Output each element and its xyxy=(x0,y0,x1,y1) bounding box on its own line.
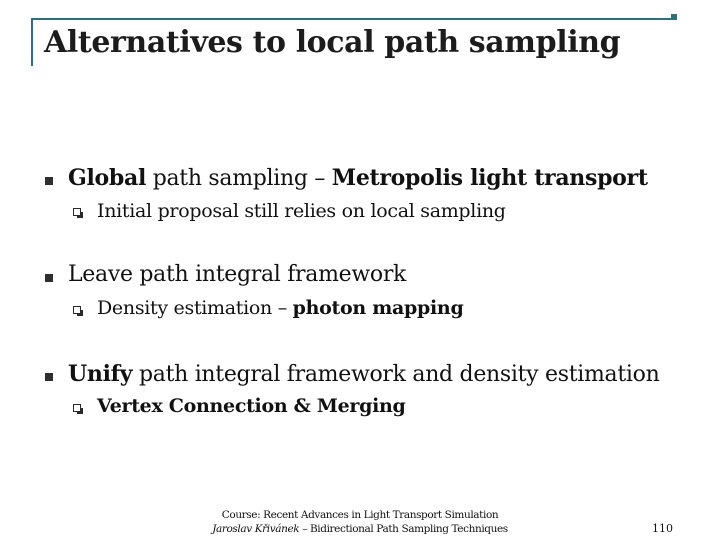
bullet-3-part-1: Unify xyxy=(68,361,133,387)
footer-lecture-title: – Bidirectional Path Sampling Techniques xyxy=(299,523,508,535)
footer-line-2 xyxy=(190,522,530,536)
bullet-2-sub-1-part-1: Density estimation – xyxy=(97,297,293,319)
bullet-3 xyxy=(68,361,659,387)
bullet-2 xyxy=(68,262,406,287)
sub-bullet-marker-icon xyxy=(73,306,81,314)
bullet-1-part-2: path sampling – xyxy=(146,166,332,191)
bullet-2-part-1: Leave path integral framework xyxy=(68,262,407,287)
bullet-marker-square-icon xyxy=(45,274,53,282)
slide-title: Alternatives to local path sampling xyxy=(44,25,621,60)
bullet-marker-square-icon xyxy=(45,177,53,185)
bullet-3-sub-1 xyxy=(97,395,405,417)
footer-course xyxy=(190,508,530,536)
frame-left-rule xyxy=(31,18,33,66)
bullet-1-part-1: Global xyxy=(68,165,147,191)
frame-top-rule xyxy=(31,18,677,20)
frame-corner-cap xyxy=(671,14,677,20)
bullet-2-sub-1-part-2: photon mapping xyxy=(292,297,464,319)
footer-line-1: Course: Recent Advances in Light Transport Simulation xyxy=(221,509,499,521)
bullet-1-part-3: Metropolis light transport xyxy=(331,165,648,191)
bullet-1-sub-1 xyxy=(97,200,506,222)
bullet-marker-square-icon xyxy=(45,373,53,381)
page-number: 110 xyxy=(652,522,673,535)
bullet-3-part-2: path integral framework and density estimation xyxy=(132,362,660,387)
bullet-1-sub-1-text: Initial proposal still relies on local sampling xyxy=(97,200,506,222)
footer-author: Jaroslav Křivánek xyxy=(212,523,300,535)
sub-bullet-marker-icon xyxy=(73,208,81,216)
sub-bullet-marker-icon xyxy=(73,404,81,412)
bullet-1 xyxy=(68,165,648,191)
bullet-2-sub-1 xyxy=(97,297,463,319)
bullet-3-sub-1-text: Vertex Connection & Merging xyxy=(97,395,406,417)
